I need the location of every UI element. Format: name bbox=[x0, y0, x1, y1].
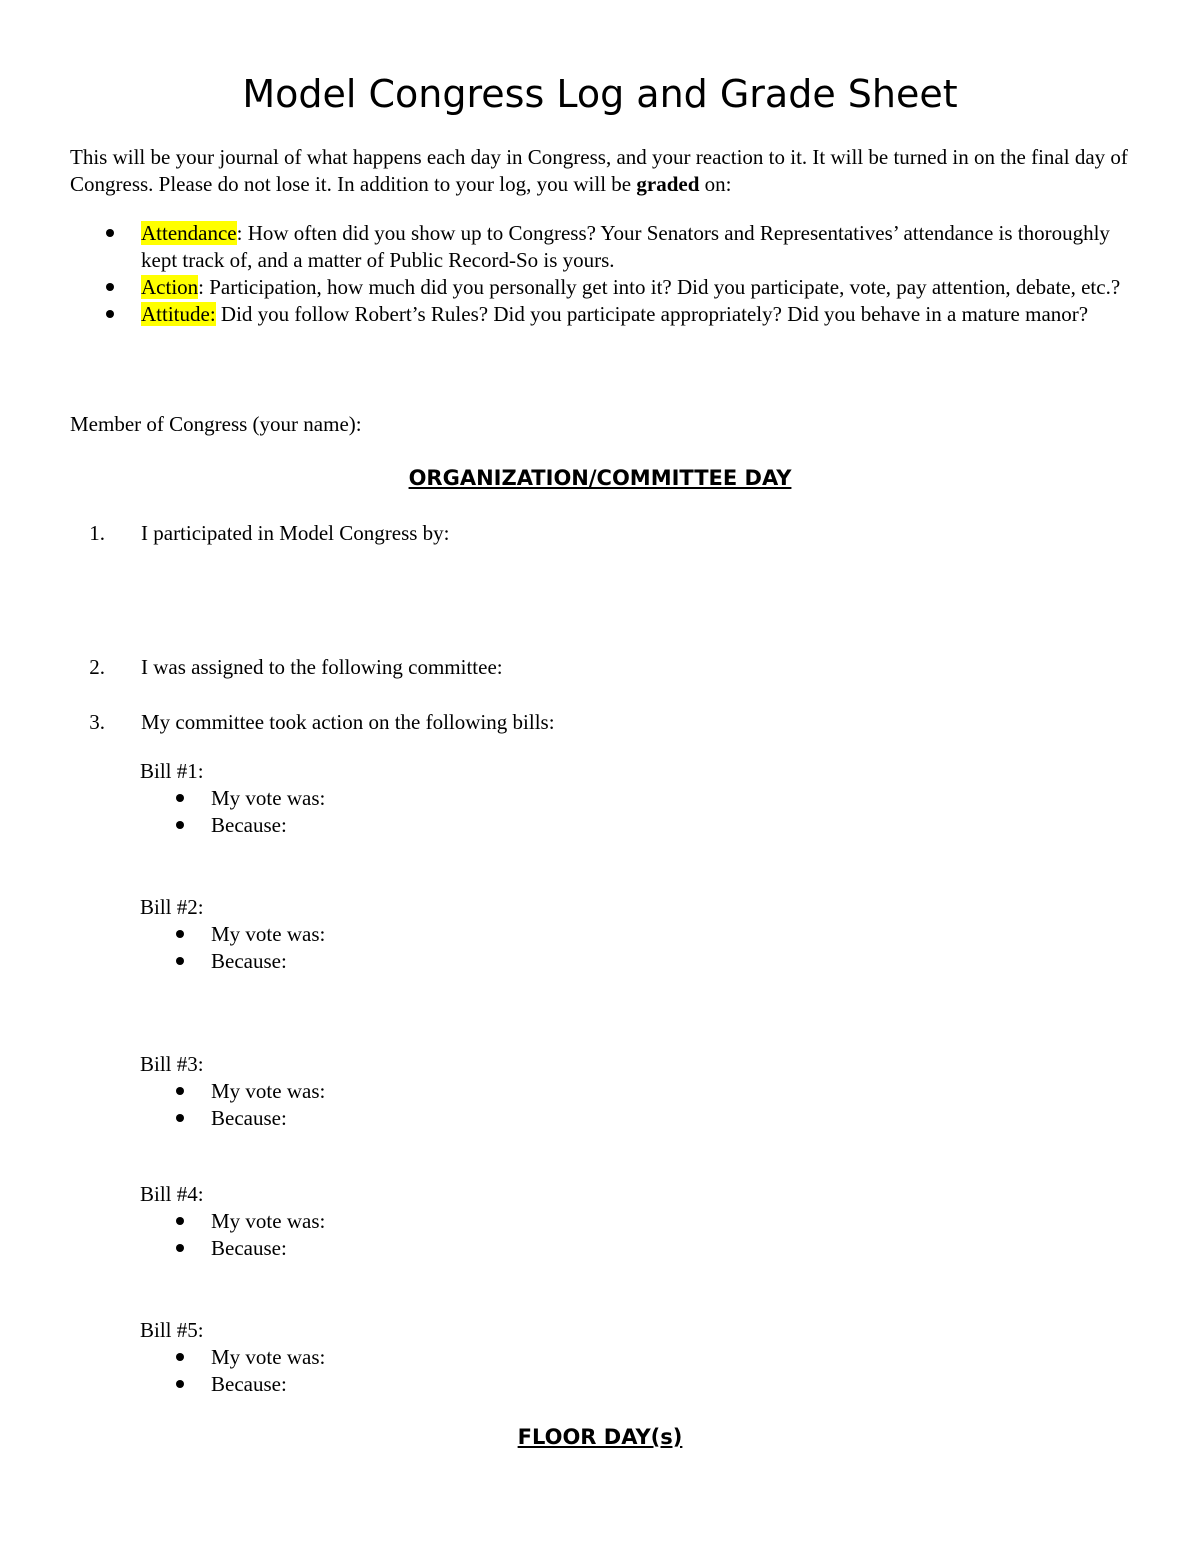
bill-vote-line bbox=[140, 1078, 325, 1105]
bill-because-line bbox=[140, 812, 325, 839]
question-number: 2. bbox=[89, 655, 105, 679]
bullet-icon bbox=[176, 930, 184, 938]
bill-details-list bbox=[140, 1344, 325, 1398]
criteria-label: Action bbox=[141, 275, 199, 299]
bill-vote-line bbox=[140, 785, 325, 812]
bill-label: Bill #4: bbox=[140, 1182, 204, 1206]
bill-label: Bill #3: bbox=[140, 1052, 204, 1076]
bullet-icon bbox=[106, 283, 114, 291]
bullet-icon bbox=[106, 310, 114, 318]
section-heading-committee-day: ORGANIZATION/COMMITTEE DAY bbox=[408, 466, 792, 490]
bullet-icon bbox=[176, 821, 184, 829]
intro-text-start: This will be your journal of what happens each day in Congress, and your reaction to it. It will be turned in on the final day of Congress. Please do not lose it. In addition to your log, you will be bbox=[70, 145, 1128, 196]
bullet-icon bbox=[176, 957, 184, 965]
bullet-icon bbox=[176, 1353, 184, 1361]
bill-vote-line bbox=[140, 1344, 325, 1371]
bullet-icon bbox=[176, 1380, 184, 1388]
grading-criteria-list bbox=[70, 220, 1135, 328]
page-title: Model Congress Log and Grade Sheet bbox=[242, 72, 958, 116]
bill-because-label: Because: bbox=[211, 1372, 287, 1396]
bill-because-line bbox=[140, 948, 325, 975]
bill-vote-label: My vote was: bbox=[211, 1079, 326, 1103]
intro-text-end: on: bbox=[699, 172, 732, 196]
bill-because-line bbox=[140, 1371, 325, 1398]
bill-because-line bbox=[140, 1235, 325, 1262]
bullet-icon bbox=[176, 794, 184, 802]
question-text: My committee took action on the following bills: bbox=[141, 710, 555, 734]
bullet-icon bbox=[176, 1114, 184, 1122]
bill-vote-label: My vote was: bbox=[211, 1345, 326, 1369]
question-number: 3. bbox=[89, 710, 105, 734]
bill-details-list bbox=[140, 1078, 325, 1132]
question-item bbox=[70, 520, 450, 547]
criteria-item-action bbox=[70, 274, 1135, 301]
bill-because-label: Because: bbox=[211, 813, 287, 837]
bill-because-label: Because: bbox=[211, 1236, 287, 1260]
bill-entry bbox=[140, 1181, 325, 1262]
bill-entry bbox=[140, 758, 325, 839]
intro-bold-word: graded bbox=[636, 172, 700, 196]
bill-label: Bill #1: bbox=[140, 759, 204, 783]
bill-entry bbox=[140, 1317, 325, 1398]
bill-details-list bbox=[140, 921, 325, 975]
bill-entry bbox=[140, 894, 325, 975]
bill-details-list bbox=[140, 785, 325, 839]
criteria-item-attendance bbox=[70, 220, 1135, 274]
bullet-icon bbox=[176, 1217, 184, 1225]
bullet-icon bbox=[106, 229, 114, 237]
bill-details-list bbox=[140, 1208, 325, 1262]
bill-because-label: Because: bbox=[211, 949, 287, 973]
bill-because-label: Because: bbox=[211, 1106, 287, 1130]
member-name-label: Member of Congress (your name): bbox=[70, 412, 362, 436]
criteria-item-attitude bbox=[70, 301, 1135, 328]
bill-vote-label: My vote was: bbox=[211, 1209, 326, 1233]
bill-vote-label: My vote was: bbox=[211, 786, 326, 810]
bill-vote-line bbox=[140, 921, 325, 948]
section-heading-floor-days: FLOOR DAY(s) bbox=[517, 1425, 683, 1449]
bill-because-line bbox=[140, 1105, 325, 1132]
criteria-text: : How often did you show up to Congress? Your Senators and Representatives’ attendance is thoroughly kept track of, and a matter of Public Record-So is yours. bbox=[141, 221, 1110, 272]
bill-label: Bill #5: bbox=[140, 1318, 204, 1342]
question-number: 1. bbox=[89, 521, 105, 545]
question-text: I was assigned to the following committee: bbox=[141, 655, 503, 679]
bill-vote-label: My vote was: bbox=[211, 922, 326, 946]
bullet-icon bbox=[176, 1087, 184, 1095]
intro-paragraph bbox=[70, 144, 1135, 198]
question-text: I participated in Model Congress by: bbox=[141, 521, 450, 545]
criteria-label: Attendance bbox=[141, 221, 237, 245]
criteria-text: Did you follow Robert’s Rules? Did you participate appropriately? Did you behave in a mature manor? bbox=[215, 302, 1089, 326]
criteria-label: Attitude: bbox=[141, 302, 216, 326]
bill-vote-line bbox=[140, 1208, 325, 1235]
bullet-icon bbox=[176, 1244, 184, 1252]
criteria-text: : Participation, how much did you personally get into it? Did you participate, vote, pay attention, debate, etc.? bbox=[198, 275, 1121, 299]
question-item bbox=[70, 709, 555, 736]
bill-label: Bill #2: bbox=[140, 895, 204, 919]
bill-entry bbox=[140, 1051, 325, 1132]
question-item bbox=[70, 654, 503, 681]
